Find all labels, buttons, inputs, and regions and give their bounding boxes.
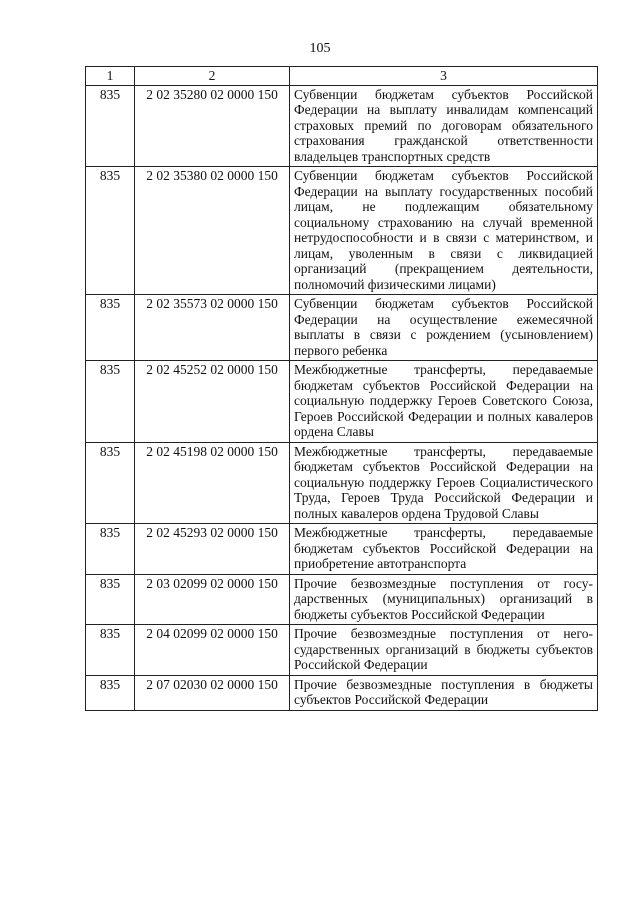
admin-code-cell: 835 — [86, 574, 135, 625]
revenue-name-cell: Межбюджетные трансферты, передаваемые бюджетам субъектов Российской Федерации на социальную поддержку Героев Социалистического Труда, Героев Труда Российской Федерации и полных кавалеров ордена Трудовой Славы — [290, 442, 598, 524]
column-header-3: 3 — [290, 67, 598, 86]
admin-code-cell: 835 — [86, 524, 135, 575]
revenue-name-cell: Прочие безвозмездные поступления от государственных (муниципальных) организаций в бюджеты субъектов Российской Федерации — [290, 574, 598, 625]
page-number: 105 — [309, 41, 331, 56]
revenue-code-cell: 2 02 45293 02 0000 150 — [135, 524, 290, 575]
revenue-name-cell: Прочие безвозмездные поступления от негосударственных организаций в бюджеты субъектов Российской Федерации — [290, 625, 598, 676]
revenue-name-cell: Субвенции бюджетам субъектов Российской Федерации на осуществление ежемесячной выплаты в связи с рождением (усыновлением) первого ребенка — [290, 295, 598, 361]
revenue-name-cell: Субвенции бюджетам субъектов Российской Федерации на выплату государственных пособий лицам, не подлежащим обязательному социальному страхованию на случай временной нетрудоспособности и в связи с материнством, и лицам, уволенным в связи с ликвидацией организаций (прекращением деятельности, полномочий физическими лицами) — [290, 167, 598, 295]
admin-code-cell: 835 — [86, 85, 135, 167]
revenue-code-cell: 2 02 45252 02 0000 150 — [135, 361, 290, 443]
admin-code-cell: 835 — [86, 442, 135, 524]
column-header-1: 1 — [86, 67, 135, 86]
table-row — [86, 625, 598, 676]
table-row — [86, 295, 598, 361]
table-row — [86, 361, 598, 443]
revenue-name-cell: Межбюджетные трансферты, передаваемые бюджетам субъектов Российской Федерации на приобретение автотранспорта — [290, 524, 598, 575]
revenue-name-cell: Субвенции бюджетам субъектов Российской Федерации на выплату инвалидам компенсаций страховых премий по договорам обязательного страхования гражданской ответственности владельцев транспортных средств — [290, 85, 598, 167]
admin-code-cell: 835 — [86, 675, 135, 710]
admin-code-cell: 835 — [86, 167, 135, 295]
revenue-code-cell: 2 02 35280 02 0000 150 — [135, 85, 290, 167]
admin-code-cell: 835 — [86, 295, 135, 361]
table-row — [86, 574, 598, 625]
column-header-2: 2 — [135, 67, 290, 86]
budget-revenue-table — [85, 66, 598, 711]
table-header-row — [86, 67, 598, 86]
table-row — [86, 85, 598, 167]
revenue-code-cell: 2 02 35573 02 0000 150 — [135, 295, 290, 361]
revenue-name-cell: Межбюджетные трансферты, передаваемые бюджетам субъектов Российской Федерации на социальную поддержку Героев Советского Союза, Героев Российской Федерации и полных кавалеров ордена Славы — [290, 361, 598, 443]
revenue-code-cell: 2 02 35380 02 0000 150 — [135, 167, 290, 295]
admin-code-cell: 835 — [86, 625, 135, 676]
table-row — [86, 524, 598, 575]
admin-code-cell: 835 — [86, 361, 135, 443]
revenue-code-cell: 2 02 45198 02 0000 150 — [135, 442, 290, 524]
table-row — [86, 675, 598, 710]
table-row — [86, 442, 598, 524]
revenue-code-cell: 2 03 02099 02 0000 150 — [135, 574, 290, 625]
revenue-name-cell: Прочие безвозмездные поступления в бюджеты субъектов Российской Федерации — [290, 675, 598, 710]
revenue-code-cell: 2 07 02030 02 0000 150 — [135, 675, 290, 710]
table-row — [86, 167, 598, 295]
revenue-code-cell: 2 04 02099 02 0000 150 — [135, 625, 290, 676]
